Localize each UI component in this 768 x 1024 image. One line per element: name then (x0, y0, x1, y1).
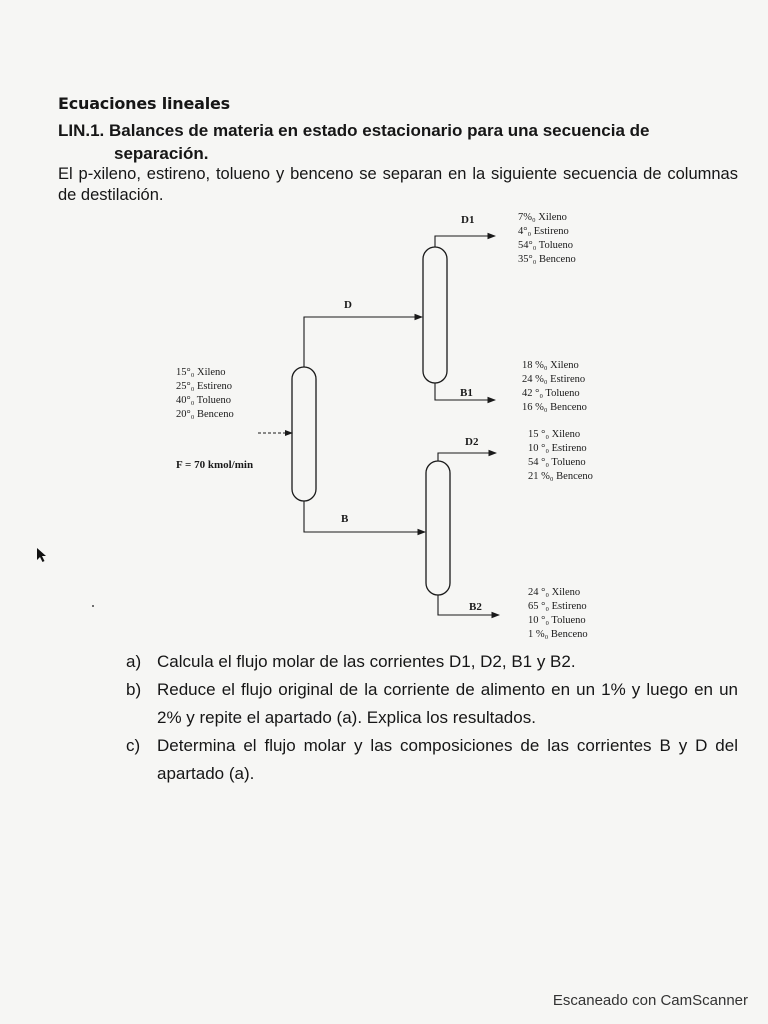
column-1 (292, 367, 316, 501)
stream-B-line (304, 501, 425, 532)
question-text: Calcula el flujo molar de las corrientes D1, D2, B1 y B2. (157, 652, 576, 671)
problem-intro: El p-xileno, estireno, tolueno y benceno se separan en la siguiente secuencia de columnas de destilación. (58, 165, 738, 204)
stream-B1-label: B1 (460, 387, 473, 399)
D1-comp-line: 4°₀ Estireno (518, 226, 569, 237)
D2-comp-line: 21 %₀ Benceno (528, 471, 593, 482)
scanner-watermark: Escaneado con CamScanner (552, 992, 748, 1009)
D2-comp-line: 10 °₀ Estireno (528, 443, 587, 454)
question-letter: a) (126, 652, 142, 671)
question-text: Determina el flujo molar y las composiciones de las corrientes B y D del apartado (a). (157, 736, 738, 783)
problem-heading (58, 120, 738, 141)
B1-comp-line: 24 %₀ Estireno (522, 374, 586, 385)
feed-comp-line: 20°₀ Benceno (176, 409, 234, 420)
B1-comp-line: 18 %₀ Xileno (522, 360, 579, 371)
D2-composition (528, 429, 593, 482)
stream-D2-label: D2 (465, 436, 479, 448)
stream-B-label: B (341, 513, 349, 525)
feed-composition (176, 367, 253, 471)
column-2 (423, 247, 447, 383)
section-title: Ecuaciones lineales (58, 94, 230, 113)
stream-D-label: D (344, 299, 352, 311)
stream-D2-line (438, 453, 496, 461)
B2-comp-line: 1 %₀ Benceno (528, 629, 588, 640)
question-list (126, 648, 738, 788)
question-letter: c) (126, 736, 141, 755)
B1-composition (522, 360, 587, 413)
mouse-pointer-icon (36, 547, 48, 568)
distillation-diagram (160, 205, 640, 645)
D1-comp-line: 7%₀ Xileno (518, 212, 567, 223)
problem-title: Balances de materia en estado estacionario para una secuencia de (109, 121, 650, 140)
B2-comp-line: 65 °₀ Estireno (528, 601, 587, 612)
feed-comp-line: 40°₀ Tolueno (176, 395, 232, 406)
distillation-sequence-svg (160, 205, 640, 645)
D1-comp-line: 35°₀ Benceno (518, 254, 576, 265)
stream-B2-label: B2 (469, 601, 482, 613)
question-item (126, 732, 738, 788)
D1-comp-line: 54°₀ Tolueno (518, 240, 574, 251)
column-3 (426, 461, 450, 595)
B1-comp-line: 16 %₀ Benceno (522, 402, 587, 413)
B2-comp-line: 10 °₀ Tolueno (528, 615, 586, 626)
question-item (126, 676, 738, 732)
feed-comp-line: 25°₀ Estireno (176, 381, 232, 392)
stream-D1-line (435, 236, 495, 247)
question-letter: b) (126, 680, 142, 699)
scan-speck (92, 605, 94, 607)
B2-composition (528, 587, 588, 640)
D2-comp-line: 15 °₀ Xileno (528, 429, 581, 440)
feed-flow-label: F = 70 kmol/min (176, 459, 254, 471)
feed-comp-line: 15°₀ Xileno (176, 367, 226, 378)
question-text: Reduce el flujo original de la corriente de alimento en un 1% y luego en un 2% y repite el apartado (a). Explica los resultados. (157, 680, 738, 727)
B2-comp-line: 24 °₀ Xileno (528, 587, 581, 598)
D2-comp-line: 54 °₀ Tolueno (528, 457, 586, 468)
D1-composition (518, 212, 576, 265)
question-item (126, 648, 738, 676)
B1-comp-line: 42 °₀ Tolueno (522, 388, 580, 399)
stream-D1-label: D1 (461, 214, 475, 226)
problem-title-continuation: separación. (114, 144, 209, 163)
problem-code: LIN.1. (58, 121, 105, 140)
stream-D-line (304, 317, 422, 367)
